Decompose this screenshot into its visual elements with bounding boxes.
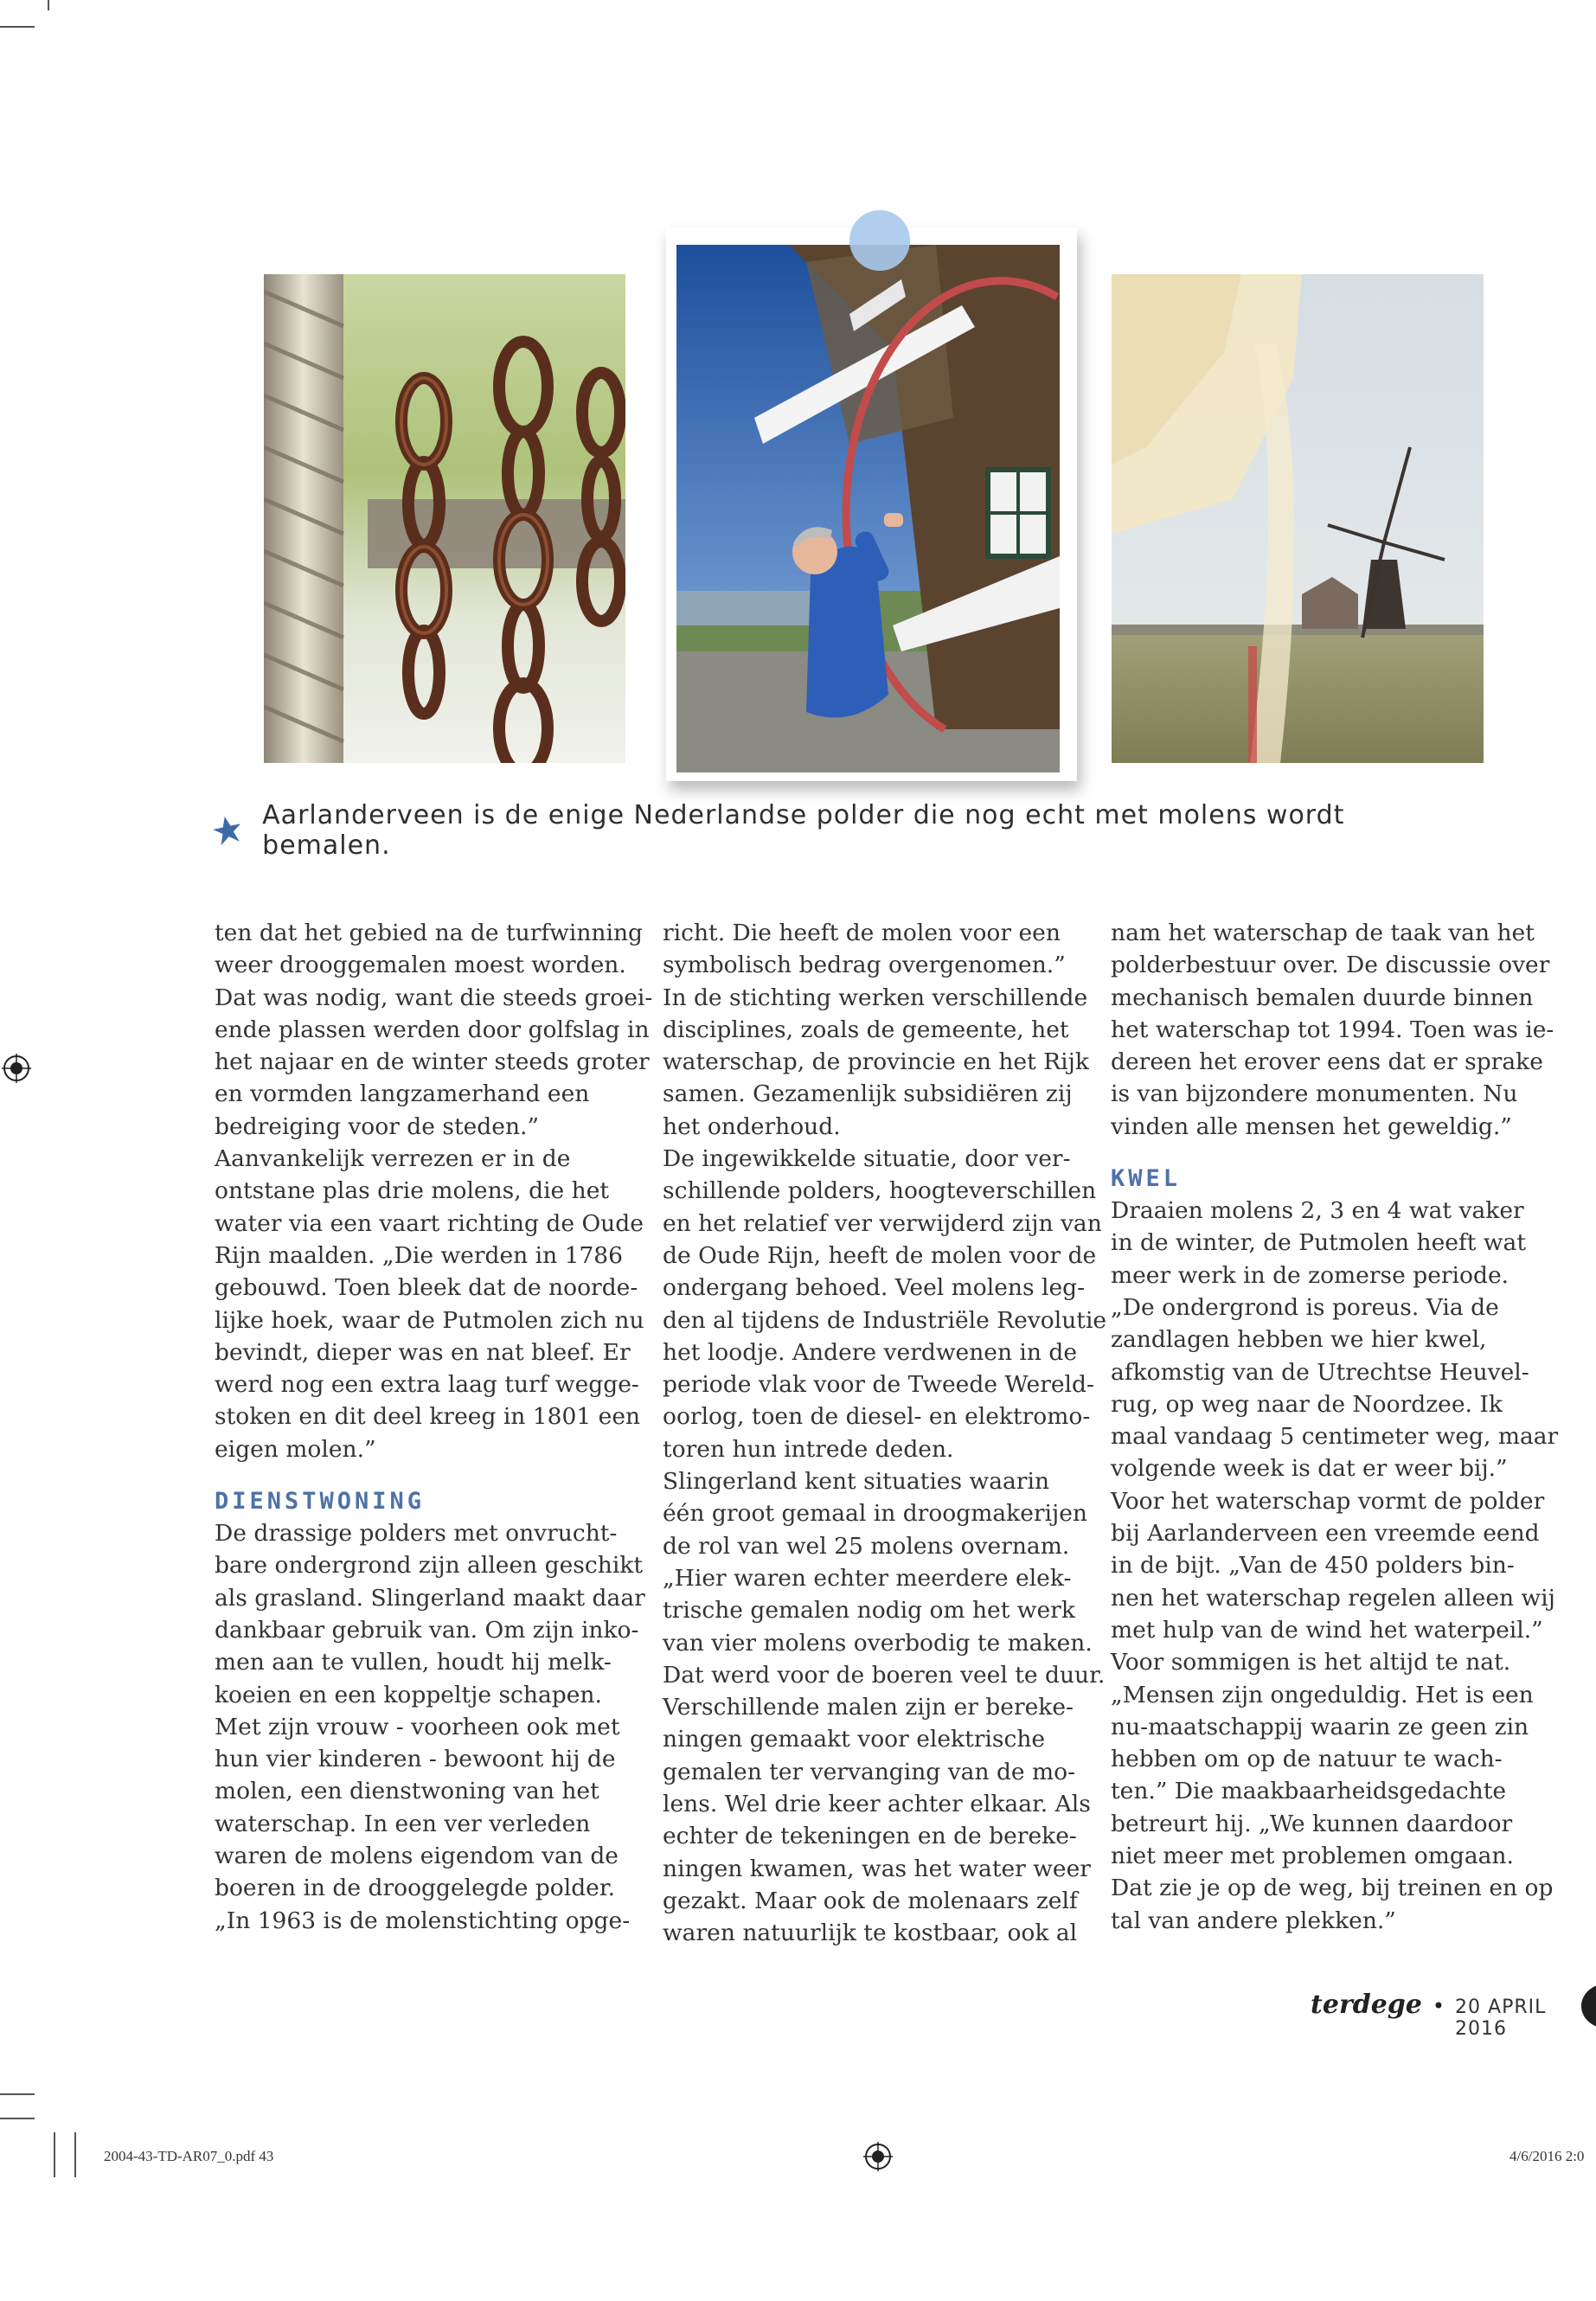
star-icon <box>212 814 243 847</box>
text-line: tal van andere plekken.” <box>1111 1907 1396 1934</box>
text-line: symbolisch bedrag overgenomen.” <box>663 952 1066 979</box>
text-line: lens. Wel drie keer achter elkaar. Als <box>663 1791 1091 1818</box>
text-line: bedreiging voor de steden.” <box>215 1112 539 1140</box>
footer-separator: • <box>1432 1994 1445 2018</box>
text-line: Dat zie je op de weg, bij treinen en op <box>1111 1875 1554 1902</box>
text-line: en het relatief ver verwijderd zijn van <box>663 1209 1102 1237</box>
text-line: de Oude Rijn, heeft de molen voor de <box>663 1241 1097 1269</box>
registration-mark-icon <box>863 2142 893 2171</box>
text-line: trische gemalen nodig om het werk <box>663 1597 1075 1625</box>
text-line: oorlog, toen de diesel- en elektromo- <box>663 1403 1091 1431</box>
text-line: gemalen ter vervanging van de mo- <box>663 1758 1076 1785</box>
registration-mark-icon <box>2 1054 31 1083</box>
text-line: het loodje. Andere verdwenen in de <box>663 1338 1078 1366</box>
text-line: één groot gemaal in droogmakerijen <box>663 1500 1087 1528</box>
page-footer <box>1311 1990 1596 2040</box>
text-line: Rijn maalden. „Die werden in 1786 <box>215 1241 624 1269</box>
photo-windmill <box>1112 274 1484 763</box>
text-line: eigen molen.” <box>215 1435 376 1463</box>
text-line: richt. Die heeft de molen voor een <box>663 920 1061 946</box>
magazine-brand: terdege <box>1311 1990 1422 2020</box>
text-line: het onderhoud. <box>663 1112 841 1140</box>
text-line: Met zijn vrouw - voorheen ook met <box>215 1713 620 1740</box>
text-line: als grasland. Slingerland maakt daar <box>215 1584 645 1612</box>
text-line: schillende polders, hoogteverschillen <box>663 1177 1097 1205</box>
text-line: en vormden langzamerhand een <box>215 1080 590 1108</box>
text-line: stoken en dit deel kreeg in 1801 een <box>215 1403 641 1431</box>
text-line: hun vier kinderen - bewoont hij de <box>215 1746 616 1773</box>
text-line: nu-maatschappij waarin ze geen zin <box>1111 1713 1529 1740</box>
text-line: het najaar en de winter steeds groter <box>215 1048 650 1076</box>
article-column-1 <box>215 917 653 1937</box>
text-line: in de bijt. „Van de 450 polders bin- <box>1111 1552 1515 1580</box>
text-line: waren natuurlijk te kostbaar, ook al <box>663 1920 1078 1947</box>
text-line: De ingewikkelde situatie, door ver- <box>663 1145 1071 1173</box>
text-line: Dat werd voor de boeren veel te duur. <box>663 1661 1106 1689</box>
text-line: ningen gemaakt voor elektrische <box>663 1726 1046 1753</box>
text-line: ende plassen werden door golfslag in <box>215 1016 650 1043</box>
text-line: weer drooggemalen moest worden. <box>215 952 626 979</box>
text-line: dereen het erover eens dat er sprake <box>1111 1048 1543 1076</box>
text-line: Voor sommigen is het altijd te nat. <box>1111 1649 1511 1676</box>
text-line: bevindt, dieper was en nat bleef. Er <box>215 1338 631 1366</box>
text-line: toren hun intrede deden. <box>663 1435 954 1463</box>
section-heading: DIENSTWONING <box>215 1488 426 1516</box>
text-line: dankbaar gebruik van. Om zijn inko- <box>215 1616 639 1644</box>
text-line: disciplines, zoals de gemeente, het <box>663 1016 1069 1043</box>
crop-mark <box>48 0 49 10</box>
text-line: Dat was nodig, want die steeds groei- <box>215 984 653 1011</box>
article-column-3 <box>1111 917 1559 1937</box>
section-heading: KWEL <box>1111 1165 1182 1193</box>
crop-mark <box>74 2132 76 2177</box>
text-line: nam het waterschap de taak van het <box>1111 920 1535 946</box>
text-line: ten dat het gebied na de turfwinning <box>215 920 643 946</box>
text-line: ontstane plas drie molens, die het <box>215 1177 610 1205</box>
text-line: hebben om op de natuur te wach- <box>1111 1746 1503 1773</box>
text-line: is van bijzondere monumenten. Nu <box>1111 1080 1518 1108</box>
text-line: „De ondergrond is poreus. Via de <box>1111 1293 1499 1321</box>
text-line: Draaien molens 2, 3 en 4 wat vaker <box>1111 1197 1524 1225</box>
print-slug-date: 4/6/2016 2:0 <box>1509 2148 1585 2164</box>
text-line: van vier molens overbodig te maken. <box>663 1629 1093 1657</box>
text-line: bij Aarlanderveen een vreemde eend <box>1111 1520 1540 1548</box>
text-line: werd nog een extra laag turf wegge- <box>215 1371 639 1399</box>
text-line: waterschap, de provincie en het Rijk <box>663 1048 1089 1076</box>
crop-mark <box>0 2093 35 2095</box>
text-line: ningen kwamen, was het water weer <box>663 1855 1091 1882</box>
text-line: meer werk in de zomerse periode. <box>1111 1261 1509 1289</box>
photo-rope-chains <box>264 274 625 763</box>
crop-mark <box>54 2132 55 2177</box>
text-line: nen het waterschap regelen alleen wij <box>1111 1584 1555 1612</box>
text-line: bare ondergrond zijn alleen geschikt <box>215 1552 643 1580</box>
text-line: gezakt. Maar ook de molenaars zelf <box>663 1887 1078 1914</box>
text-line: samen. Gezamenlijk subsidiëren zij <box>663 1080 1073 1108</box>
text-line: echter de tekeningen en de bereke- <box>663 1823 1077 1850</box>
text-line: men aan te vullen, houdt hij melk- <box>215 1649 612 1676</box>
photo-caption <box>212 800 1423 861</box>
text-line: waren de molens eigendom van de <box>215 1843 619 1870</box>
text-line: den al tijdens de Industriële Revolutie <box>663 1306 1107 1334</box>
text-line: boeren in de drooggelegde polder. <box>215 1875 616 1902</box>
text-line: in de winter, de Putmolen heeft wat <box>1111 1229 1526 1257</box>
print-slug-file: 2004-43-TD-AR07_0.pdf 43 <box>104 2148 274 2164</box>
text-line: maal vandaag 5 centimeter weg, maar <box>1111 1423 1559 1451</box>
text-line: vinden alle mensen het geweldig.” <box>1111 1112 1512 1140</box>
article-column-2 <box>663 917 1107 1950</box>
text-line: rug, op weg naar de Noordzee. Ik <box>1111 1390 1503 1418</box>
photo-miller <box>676 245 1060 772</box>
text-line: Verschillende malen zijn er bereke- <box>663 1694 1074 1721</box>
text-line: waterschap. In een ver verleden <box>215 1810 591 1837</box>
text-line: koeien en een koppeltje schapen. <box>215 1681 602 1708</box>
text-line: periode vlak voor de Tweede Wereld- <box>663 1371 1094 1399</box>
text-line: niet meer met problemen omgaan. <box>1111 1843 1514 1870</box>
text-line: betreurt hij. „We kunnen daardoor <box>1111 1810 1513 1837</box>
pin-marker <box>849 210 910 271</box>
text-line: het waterschap tot 1994. Toen was ie- <box>1111 1016 1554 1043</box>
text-line: Voor het waterschap vormt de polder <box>1111 1487 1545 1515</box>
text-line: Aanvankelijk verrezen er in de <box>215 1145 571 1173</box>
text-line: „Hier waren echter meerdere elek- <box>663 1564 1072 1592</box>
rope-and-chains-photo <box>264 274 625 763</box>
text-line: „Mensen zijn ongeduldig. Het is een <box>1111 1681 1534 1708</box>
text-line: mechanisch bemalen duurde binnen <box>1111 984 1534 1011</box>
text-line: ten.” Die maakbaarheidsgedachte <box>1111 1778 1507 1805</box>
distant-windmill-photo <box>1112 274 1484 763</box>
text-line: polderbestuur over. De discussie over <box>1111 952 1550 979</box>
crop-mark <box>0 26 35 28</box>
text-line: Slingerland kent situaties waarin <box>663 1468 1050 1496</box>
text-line: de rol van wel 25 molens overnam. <box>663 1532 1070 1560</box>
text-line: gebouwd. Toen bleek dat de noorde- <box>215 1274 638 1302</box>
text-line: met hulp van de wind het waterpeil.” <box>1111 1616 1543 1644</box>
text-line: volgende week is dat er weer bij.” <box>1111 1455 1508 1483</box>
issue-date: 20 APRIL 2016 <box>1455 1997 1547 2040</box>
text-line: lijke hoek, waar de Putmolen zich nu <box>215 1306 644 1334</box>
text-line: ondergang behoed. Veel molens leg- <box>663 1274 1086 1302</box>
text-line: afkomstig van de Utrechtse Heuvel- <box>1111 1358 1529 1386</box>
text-line: water via een vaart richting de Oude <box>215 1209 644 1237</box>
text-line: „In 1963 is de molenstichting opge- <box>215 1907 631 1934</box>
text-line: In de stichting werken verschillende <box>663 984 1088 1011</box>
miller-at-windmill-photo <box>676 245 1060 772</box>
crop-mark <box>0 2118 35 2119</box>
text-line: zandlagen hebben we hier kwel, <box>1111 1326 1487 1354</box>
text-line: molen, een dienstwoning van het <box>215 1778 599 1805</box>
caption-text: Aarlanderveen is de enige Nederlandse polder die nog echt met molens wordt bemalen. <box>262 800 1345 861</box>
text-line: De drassige polders met onvrucht- <box>215 1520 618 1548</box>
